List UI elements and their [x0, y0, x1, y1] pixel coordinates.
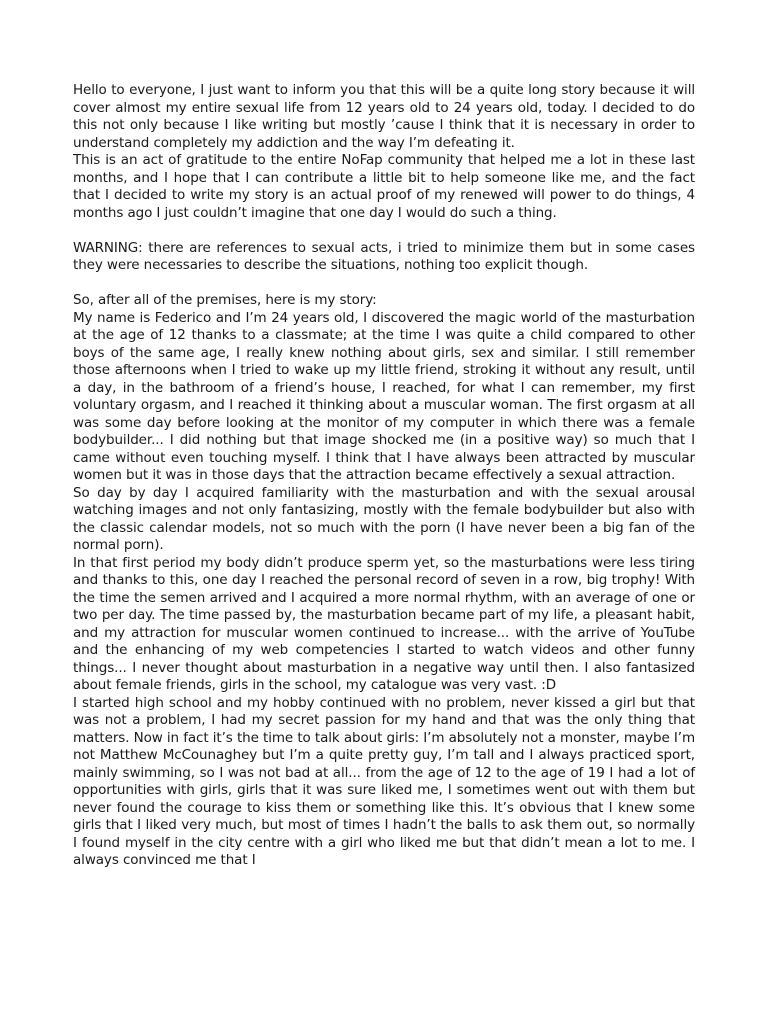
- document-body: [73, 82, 695, 870]
- paragraph-familiarity: So day by day I acquired familiarity with the masturbation and with the sexual arousal watching images and not only fantasizing, mostly with the female bodybuilder but also with the classic calendar models, not so much with the porn (I have never been a big fan of the normal porn).: [73, 484, 695, 553]
- paragraph-high-school: I started high school and my hobby continued with no problem, never kissed a girl but that was not a problem, I had my secret passion for my hand and that was the only thing that matters. Now in fact it’s the time to talk about girls: I’m absolutely not a monster, maybe I’m not Matthew McCounaghey but I’m a quite pretty guy, I’m tall and I always practiced sport, mainly swimming, so I was not bad at all... from the age of 12 to the age of 19 I had a lot of opportunities with girls, girls that it was sure liked me, I sometimes went out with them but never found the courage to kiss them or something like this. It’s obvious that I knew some girls that I liked very much, but most of times I hadn’t the balls to ask them out, so normally I found myself in the city centre with a girl who liked me but that didn’t mean a lot to me. I always convinced me that I: [73, 694, 695, 868]
- paragraph-premises: So, after all of the premises, here is my story:: [73, 292, 377, 308]
- paragraph-gratitude: This is an act of gratitude to the entire NoFap community that helped me a lot in these last months, and I hope that I can contribute a little bit to help someone like me, and the fact that I decided to write my story is an actual proof of my renewed will power to do things, 4 months ago I just couldn’t imagine that one day I would do such a thing.: [73, 152, 695, 221]
- paragraph-warning: WARNING: there are references to sexual acts, i tried to minimize them but in some cases they were necessaries to describe the situations, nothing too explicit though.: [73, 239, 695, 273]
- paragraph-story-start: My name is Federico and I’m 24 years old, I discovered the magic world of the masturbation at the age of 12 thanks to a classmate; at the time I was quite a child compared to other boys of the same age, I really knew nothing about girls, sex and similar. I still remember those afternoons when I tried to wake up my little friend, stroking it without any result, until a day, in the bathroom of a friend’s house, I reached, for what I can remember, my first voluntary orgasm, and I reached it thinking about a muscular woman. The first orgasm at all was some day before looking at the monitor of my computer in which there was a female bodybuilder... I did nothing but that image shocked me (in a positive way) so much that I came without even touching myself. I think that I have always been attracted by muscular women but it was in those days that the attraction became effectively a sexual attraction.: [73, 309, 695, 483]
- paragraph-intro: Hello to everyone, I just want to inform you that this will be a quite long story because it will cover almost my entire sexual life from 12 years old to 24 years old, today. I decided to do this not only because I like writing but mostly ’cause I think that it is necessary in order to understand completely my addiction and the way I’m defeating it.: [73, 82, 695, 151]
- paragraph-first-period: In that first period my body didn’t produce sperm yet, so the masturbations were less tiring and thanks to this, one day I reached the personal record of seven in a row, big trophy! With the time the semen arrived and I acquired a more normal rhythm, with an average of one or two per day. The time passed by, the masturbation became part of my life, a pleasant habit, and my attraction for muscular women continued to increase... with the arrive of YouTube and the enhancing of my web competencies I started to watch videos and other funny things... I never thought about masturbation in a negative way until then. I also fantasized about female friends, girls in the school, my catalogue was very vast. :D: [73, 554, 695, 693]
